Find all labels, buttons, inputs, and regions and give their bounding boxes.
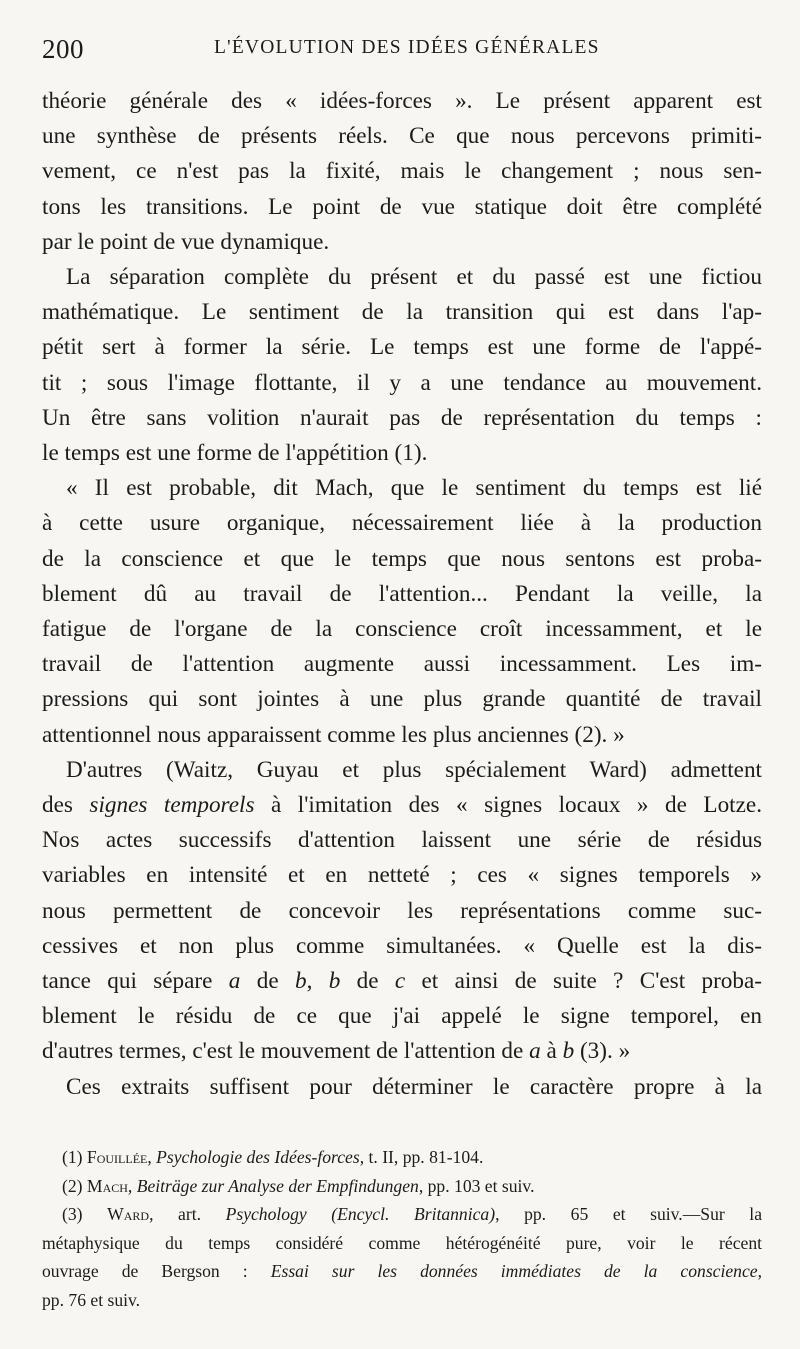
footnote-author: Mach [86,1175,128,1196]
text-run: tance qui sépare [42,968,229,995]
text-line: une synthèse de présents réels. Ce que nous percevons primiti- [42,123,762,150]
text-line: le temps est une forme de l'appétition (1). [42,440,428,467]
italic-letter: a [529,1038,541,1065]
text-line: tit ; sous l'image flottante, il y a une tendance au mouvement. [42,369,762,396]
text-line: « Il est probable, dit Mach, que le sentiment du temps est lié [66,475,762,502]
paragraph-1 [42,84,762,260]
italic-letter: b [328,968,341,995]
text-run: , [147,1147,157,1167]
text-run: , [757,1261,762,1281]
footnote-1 [42,1143,762,1172]
text-run: , pp. 65 et suiv.—Sur la [495,1204,763,1224]
text-run: , [306,968,329,995]
footnote-number: (3) [62,1204,108,1224]
text-run: à l'imitation des « signes locaux » de Lotze. [254,792,762,819]
text-line: par le point de vue dynamique. [42,228,330,255]
text-line: cessives et non plus comme simultanées. « Quelle est la dis- [42,932,762,959]
text-line: vement, ce n'est pas la fixité, mais le changement ; nous sen- [42,158,762,185]
text-line [42,1257,762,1286]
paragraph-3 [42,471,762,753]
text-line: pressions qui sont jointes à une plus grande quantité de travail [42,686,762,713]
text-run: ouvrage de Bergson : [42,1261,271,1281]
text-line: Ces extraits suffisent pour déterminer le caractère propre à la [66,1073,762,1100]
text-line: métaphysique du temps considéré comme hétérogénéité pure, voir le récent [42,1232,762,1253]
italic-term: signes temporels [89,792,255,819]
text-run: d'autres termes, c'est le mouvement de l'attention de [42,1038,530,1065]
text-run: de [240,968,295,995]
footnote-3 [42,1200,762,1314]
text-run: , t. II, pp. 81-104. [359,1147,484,1167]
text-line: variables en intensité et en netteté ; ces « signes temporels » [42,862,762,889]
text-line: fatigue de l'organe de la conscience croît incessamment, et le [42,616,762,643]
text-line: D'autres (Waitz, Guyau et plus spécialement Ward) admettent [66,756,762,783]
text-run: (3). » [574,1038,631,1065]
text-line: pp. 76 et suiv. [42,1289,141,1310]
text-run: à [540,1038,563,1065]
text-line: La séparation complète du présent et du passé est une fictiou [66,264,762,291]
text-line [42,1172,762,1201]
footnote-author: Ward [107,1204,150,1224]
footnote-number: (1) [62,1147,87,1167]
paragraph-4 [42,753,762,1070]
text-line: théorie générale des « idées-forces ». Le présent apparent est [42,88,762,114]
text-line: blement dû au travail de l'attention... Pendant la veille, la [42,580,762,607]
text-line: Un être sans volition n'aurait pas de représentation du temps : [42,404,762,431]
text-line: de la conscience et que le temps que nous sentons est proba- [42,545,762,572]
footnote-2 [42,1172,762,1201]
footnote-title: Beiträge zur Analyse der Empfindungen [136,1175,419,1196]
text-line: attentionnel nous apparaissent comme les plus anciennes (2). » [42,721,625,748]
text-line: tons les transitions. Le point de vue statique doit être complété [42,193,762,220]
text-line [42,788,762,823]
page-number: 200 [42,34,84,64]
text-line [42,1200,762,1229]
footnote-title: Essai sur les données immédiates de la conscience [270,1261,758,1281]
footnotes [42,1143,762,1314]
italic-letter: b [562,1038,575,1065]
text-line: nous permettent de concevoir les représentations comme suc- [42,897,762,924]
italic-letter: a [228,968,241,995]
body-text [42,84,762,1105]
text-line: Nos actes successifs d'attention laissent une série de résidus [42,827,762,854]
text-line [42,964,762,999]
paragraph-5 [42,1070,762,1105]
footnote-author: Fouillée [86,1147,148,1167]
text-run: de [340,968,395,995]
italic-letter: b [294,968,307,995]
text-line: blement le résidu de ce que j'ai appelé le signe temporel, en [42,1003,762,1030]
text-line: travail de l'attention augmente aussi incessamment. Les im- [42,651,762,678]
footnote-title: Psychology (Encycl. Britannica) [225,1204,496,1224]
text-line: mathématique. Le sentiment de la transition qui est dans l'ap- [42,299,762,326]
footnote-title: Psychologie des Idées-forces [156,1147,360,1167]
text-line [42,1143,762,1172]
page-header [42,28,760,68]
text-run: des [42,792,90,819]
text-run: , pp. 103 et suiv. [418,1175,535,1196]
footnote-number: (2) [62,1175,87,1196]
text-run: et ainsi de suite ? C'est proba- [405,968,762,995]
paragraph-2 [42,260,762,471]
text-run: , art. [149,1204,226,1224]
text-line [42,1034,762,1069]
text-run: , [127,1175,137,1196]
italic-letter: c [394,968,406,995]
text-line: à cette usure organique, nécessairement liée à la production [42,510,762,537]
text-line: pétit sert à former la série. Le temps est une forme de l'appé- [42,334,762,361]
running-title: L'ÉVOLUTION DES IDÉES GÉNÉRALES [214,37,600,58]
